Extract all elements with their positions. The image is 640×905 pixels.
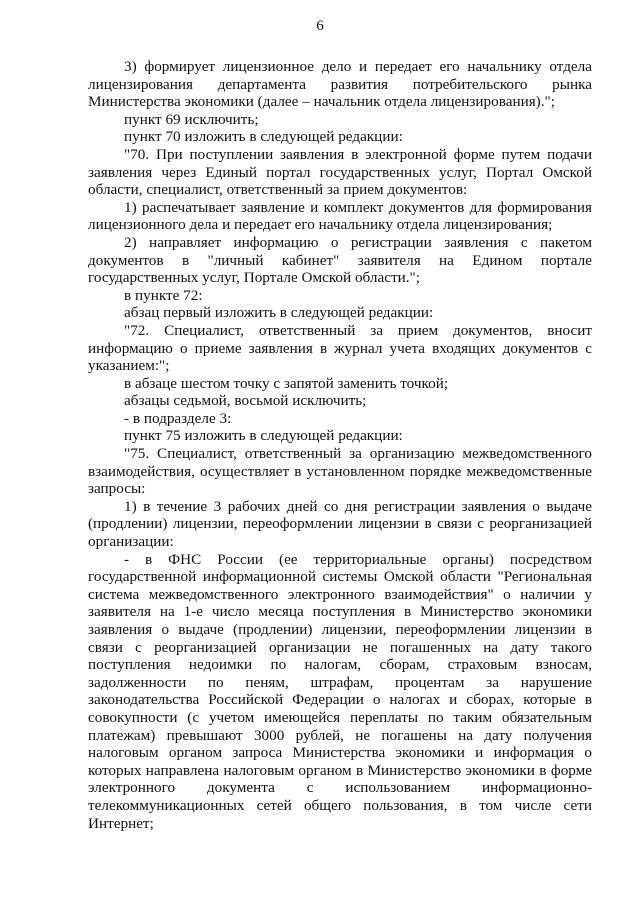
paragraph-item-72-sixth: в абзаце шестом точку с запятой заменить точкой; (124, 374, 449, 392)
paragraph-item-72: "72. Специалист, ответственный за прием документов, вносит информацию о приеме заявления в журнал учета входящих документов с указанием:"; (88, 321, 592, 375)
paragraph-item-3: 3) формирует лицензионное дело и передает его начальнику отдела лицензирования департамента развития потребительского рынка Министерства экономики (далее – начальник отдела лицензирования)."; (88, 58, 592, 111)
paragraph-item-70-2: 2) направляет информацию о регистрации заявления с пакетом документов в "личный кабинет" заявителя на Едином портале государственных услуг, Портале Омской области."; (88, 233, 592, 287)
paragraph-item-75-intro: пункт 75 изложить в следующей редакции: (124, 427, 403, 445)
page-number: 6 (316, 18, 324, 34)
paragraph-item-72-intro: в пункте 72: (124, 286, 203, 304)
paragraph-item-75-1: 1) в течение 3 рабочих дней со дня регистрации заявления о выдаче (продлении) лицензии, переоформлении лицензии в связи с реорганизацией организации: (88, 497, 592, 551)
document-body (88, 58, 592, 832)
paragraph-item-72-seventh: абзацы седьмой, восьмой исключить; (124, 392, 367, 410)
paragraph-item-70-intro: пункт 70 изложить в следующей редакции: (124, 128, 403, 146)
paragraph-item-70: "70. При поступлении заявления в электронной форме путем подачи заявления через Единый портал государственных услуг, Портал Омской области, специалист, ответственный за прием документов: (88, 145, 592, 199)
paragraph-item-72-first: абзац первый изложить в следующей редакции: (124, 304, 434, 322)
paragraph-subsection-3: - в подразделе 3: (124, 409, 232, 427)
paragraph-item-75: "75. Специалист, ответственный за организацию межведомственного взаимодействия, осуществляет в установленном порядке межведомственные запросы: (88, 445, 592, 498)
paragraph-item-69: пункт 69 исключить; (124, 110, 259, 128)
paragraph-item-70-1: 1) распечатывает заявление и комплект документов для формирования лицензионного дела и передает его начальнику отдела лицензирования; (88, 198, 592, 234)
paragraph-item-75-fns: - в ФНС России (ее территориальные органы) посредством государственной информационной системы Омской области "Региональная система межведомственного электронного взаимодействия" о наличии у заявителя на 1-е число месяца поступления в Министерство экономики заявления о выдаче (продлении) лицензии, переоформлении лицензии в связи с реорганизацией организации не погашенных на дату такого поступления недоимки по налогам, сборам, страховым взносам, задолженности по пеням, штрафам, процентам за нарушение законодательства Российской Федерации о налогах и сборах, которые в совокупности (с учетом имеющейся переплаты по таким обязательным платежам) превышают 3000 рублей, не погашены на дату получения налоговым органом запроса Министерства экономики и информация о которых направлена налоговым органом в Министерство экономики в форме электронного документа с использованием информационно-телекоммуникационных сетей общего пользования, в том числе сети Интернет; (88, 550, 592, 832)
